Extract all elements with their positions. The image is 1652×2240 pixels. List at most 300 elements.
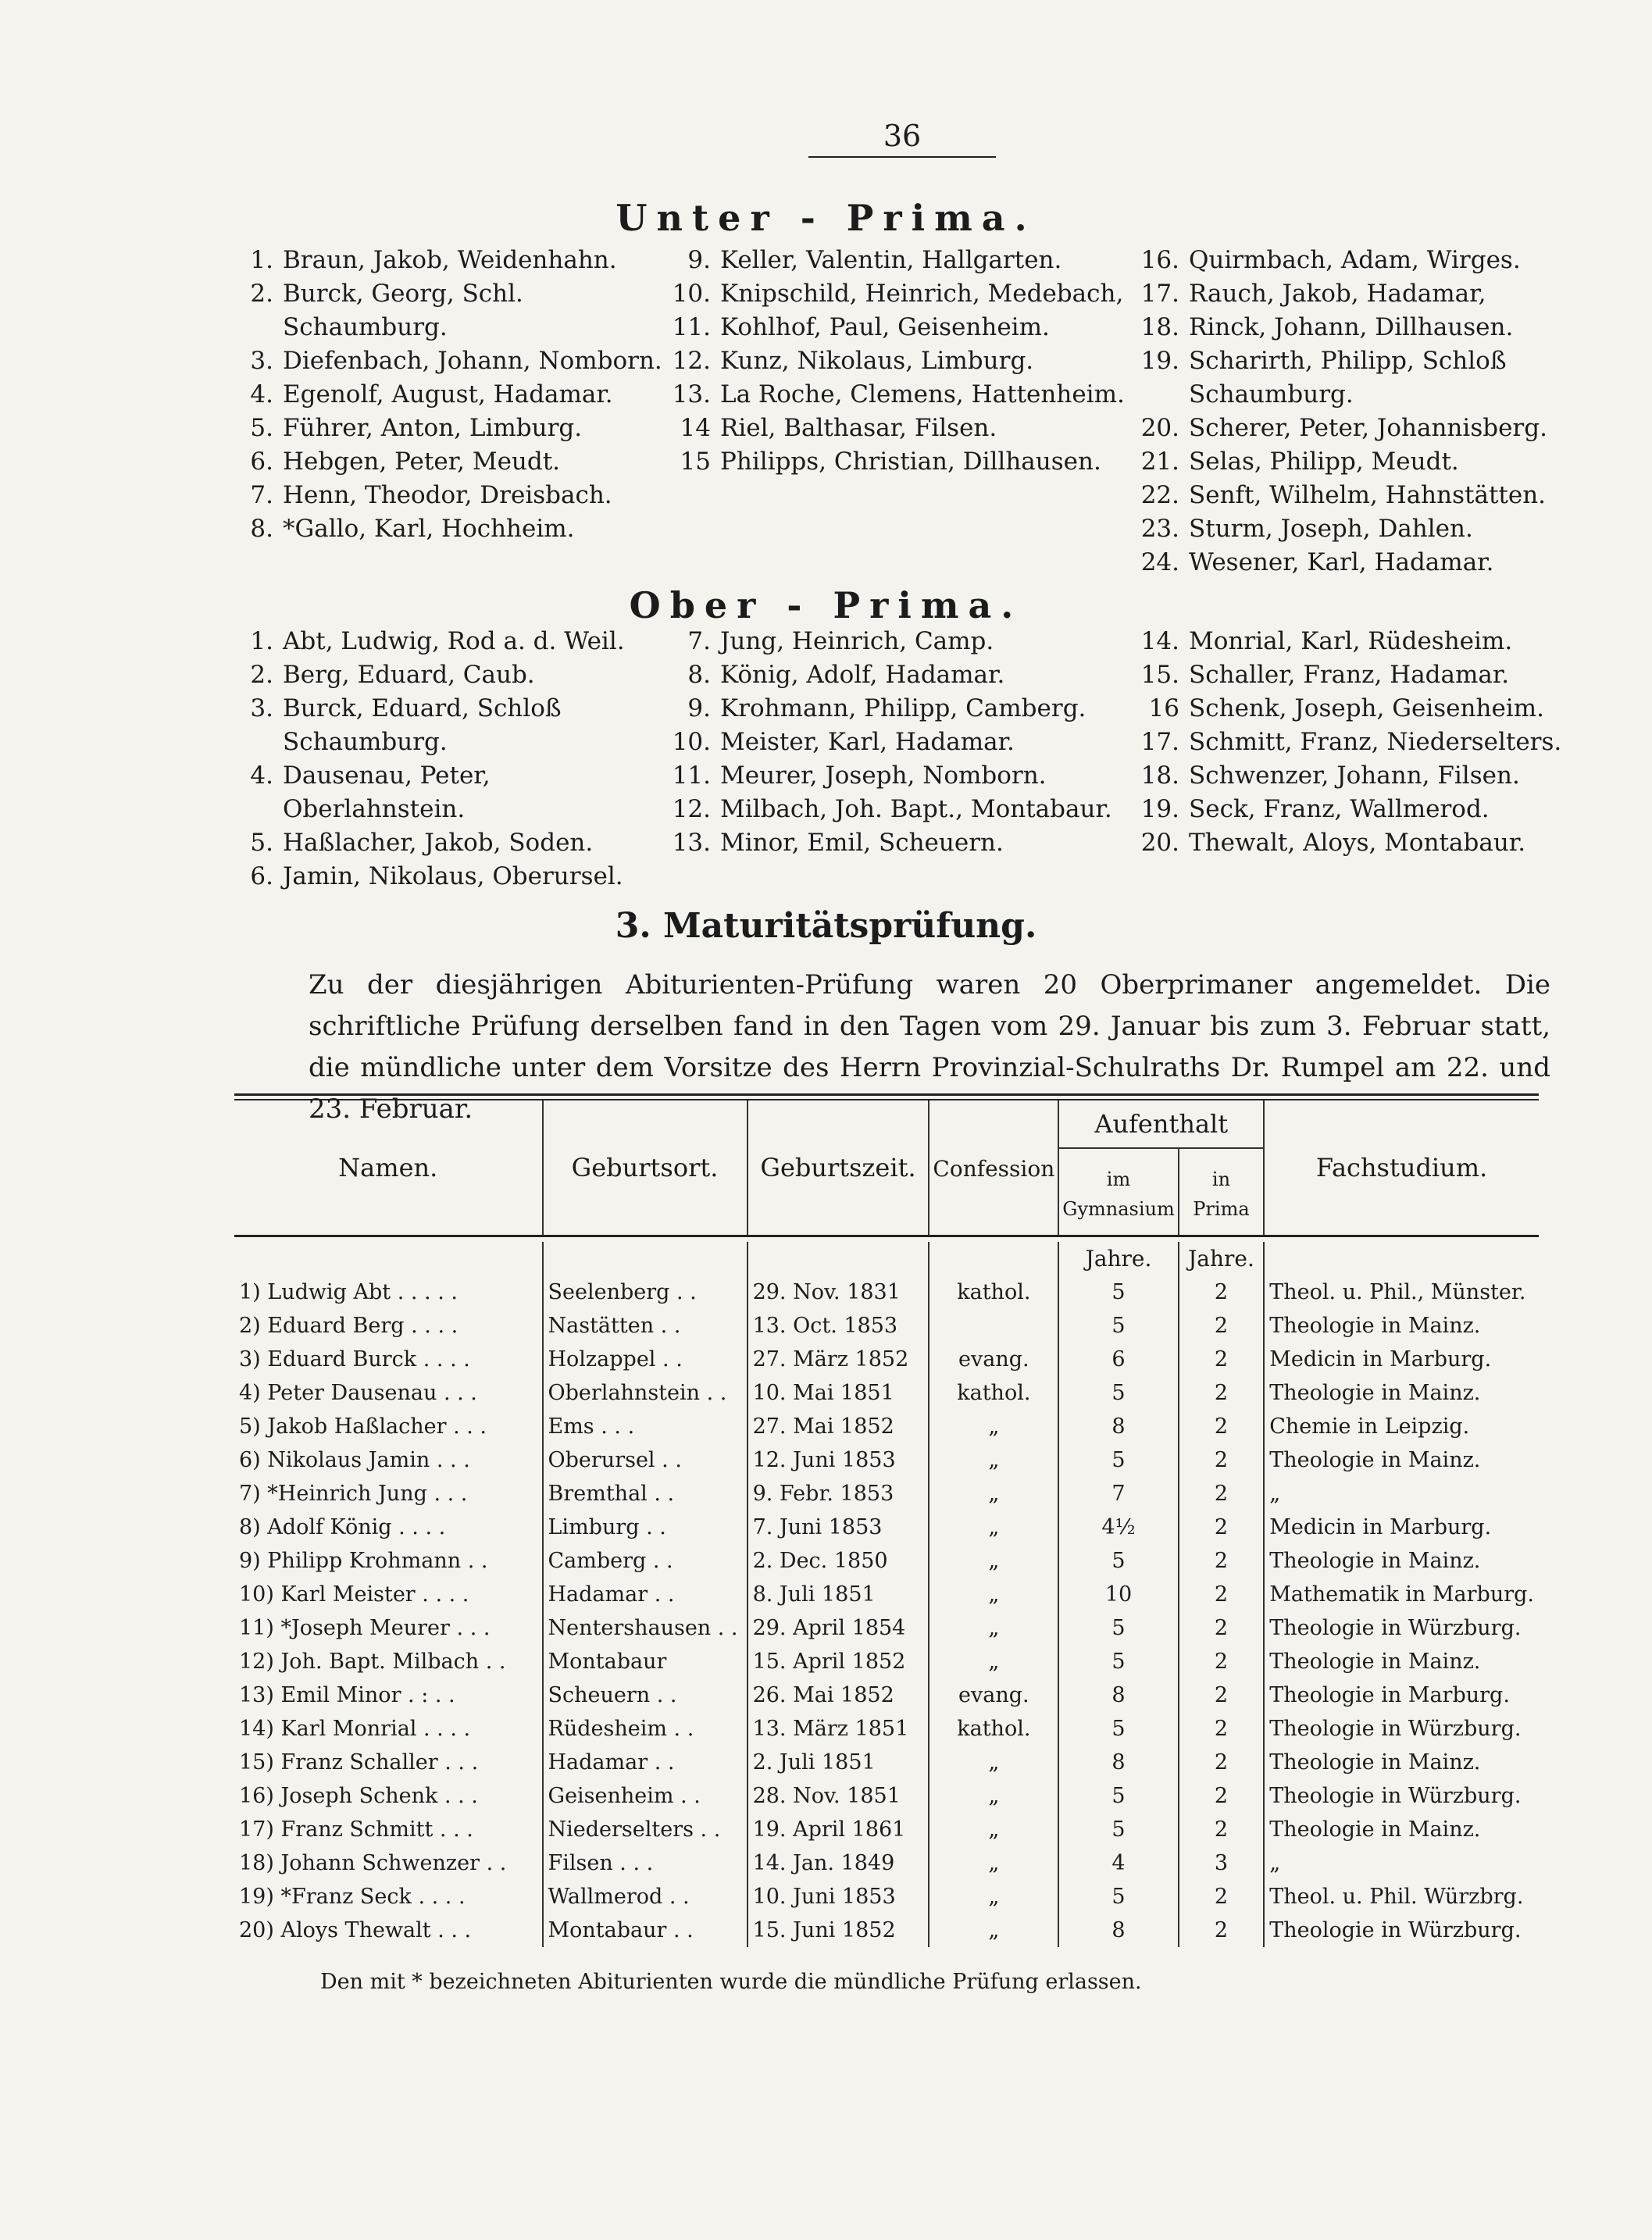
ober-prima-col2 [672, 625, 1140, 894]
header-stay: Aufenthalt [1058, 1100, 1264, 1148]
cell-study: Theol. u. Phil. Würzbrg. [1264, 1880, 1539, 1914]
list-item-number: 8. [250, 515, 273, 543]
list-item [234, 445, 672, 479]
cell-prima-years: 2 [1179, 1880, 1264, 1914]
list-item-number: 9. [687, 246, 711, 274]
cell-confession: „ [929, 1813, 1058, 1846]
abiturienten-table-wrap [234, 1093, 1539, 1947]
header-confession-label: Confession [933, 1156, 1055, 1182]
list-item [672, 692, 1140, 726]
list-item [234, 625, 672, 658]
list-item-text: Monrial, Karl, Rüdesheim. [1189, 627, 1513, 655]
cell-date: 10. Mai 1851 [748, 1376, 929, 1410]
cell-name: 1) Ludwig Abt . . . . . [239, 1280, 458, 1304]
ober-prima-list [234, 625, 1562, 894]
cell-name: 5) Jakob Haßlacher . . . [239, 1414, 487, 1439]
list-item-number: 2. [250, 661, 273, 689]
list-item [672, 793, 1140, 826]
cell-confession: kathol. [929, 1376, 1058, 1410]
list-item-text: Schenk, Joseph, Geisenheim. [1189, 694, 1544, 722]
list-item-text: Minor, Emil, Scheuern. [720, 829, 1004, 857]
list-item [1140, 546, 1562, 580]
cell-gym-years: 4 [1058, 1846, 1178, 1880]
cell-place: Hadamar . . [543, 1746, 748, 1779]
cell-gym-years: 6 [1058, 1343, 1178, 1376]
header-prima [1179, 1148, 1264, 1236]
list-item-text: Haßlacher, Jakob, Soden. [283, 829, 594, 857]
cell-prima-years: 2 [1179, 1611, 1264, 1645]
cell-gym-years: 5 [1058, 1779, 1178, 1813]
cell-prima-years: 2 [1179, 1645, 1264, 1678]
cell-date: 10. Juni 1853 [748, 1880, 929, 1914]
abiturienten-table [234, 1100, 1539, 1947]
cell-study: Medicin in Marburg. [1264, 1343, 1539, 1376]
list-item-number: 11. [672, 313, 711, 341]
cell-prima-years: 2 [1179, 1275, 1264, 1309]
list-item [234, 344, 672, 378]
table-row [234, 1914, 1539, 1947]
cell-place: Seelenberg . . [543, 1275, 748, 1309]
list-item-number: 22. [1140, 481, 1179, 509]
cell-study: Chemie in Leipzig. [1264, 1410, 1539, 1443]
table-row [234, 1880, 1539, 1914]
cell-study: „ [1264, 1477, 1539, 1511]
cell-place: Nentershausen . . [543, 1611, 748, 1645]
list-item-text: Krohmann, Philipp, Camberg. [720, 694, 1086, 722]
cell-name: 13) Emil Minor . : . . [239, 1683, 455, 1707]
cell-date: 27. Mai 1852 [748, 1410, 929, 1443]
cell-prima-years: 2 [1179, 1578, 1264, 1611]
list-item [672, 726, 1140, 759]
cell-date: 28. Nov. 1851 [748, 1779, 929, 1813]
unter-prima-col3 [1140, 244, 1562, 580]
list-item-number: 23. [1140, 515, 1179, 543]
cell-place: Nastätten . . [543, 1309, 748, 1343]
header-confession [929, 1100, 1058, 1236]
unit-empty [234, 1242, 543, 1275]
list-item-number: 13. [672, 380, 711, 408]
list-item-number: 21. [1140, 448, 1179, 476]
cell-name: 7) *Heinrich Jung . . . [239, 1482, 468, 1506]
list-item [1140, 692, 1562, 726]
list-item-text: Berg, Eduard, Caub. [283, 661, 535, 689]
cell-place: Limburg . . [543, 1511, 748, 1544]
cell-place: Geisenheim . . [543, 1779, 748, 1813]
list-item [1140, 658, 1562, 692]
cell-confession: „ [929, 1611, 1058, 1645]
cell-name: 17) Franz Schmitt . . . [239, 1817, 473, 1842]
list-item [672, 344, 1140, 378]
list-item [234, 826, 672, 860]
table-row [234, 1746, 1539, 1779]
list-item-number: 4. [250, 380, 273, 408]
list-item-text: Scherer, Peter, Johannisberg. [1189, 414, 1547, 442]
ober-prima-col3 [1140, 625, 1562, 894]
cell-study: Theologie in Mainz. [1264, 1376, 1539, 1410]
list-item [672, 625, 1140, 658]
list-item-number: 13. [672, 829, 711, 857]
table-row [234, 1477, 1539, 1511]
list-item-text: Selas, Philipp, Meudt. [1189, 448, 1459, 476]
cell-study: Theologie in Würzburg. [1264, 1779, 1539, 1813]
header-date: Geburtszeit. [748, 1100, 929, 1236]
list-item-text: Egenolf, August, Hadamar. [283, 380, 613, 408]
unit-prima: Jahre. [1179, 1242, 1264, 1275]
list-item-text: Kohlhof, Paul, Geisenheim. [720, 313, 1050, 341]
list-item-text: Schmitt, Franz, Niederselters. [1189, 728, 1562, 756]
list-item-number: 12. [672, 347, 711, 375]
list-item [672, 244, 1140, 277]
list-item [1140, 244, 1562, 277]
cell-confession: „ [929, 1477, 1058, 1511]
list-item-number: 7. [250, 481, 273, 509]
list-item-number: 16. [1140, 246, 1179, 274]
cell-study: Theologie in Mainz. [1264, 1813, 1539, 1846]
cell-confession: „ [929, 1511, 1058, 1544]
list-item-text: Hebgen, Peter, Meudt. [283, 448, 561, 476]
header-gym [1058, 1148, 1178, 1236]
cell-confession: „ [929, 1645, 1058, 1678]
list-item-number: 9. [687, 694, 711, 722]
list-item [234, 412, 672, 445]
cell-study: Theologie in Mainz. [1264, 1645, 1539, 1678]
unit-gym: Jahre. [1058, 1242, 1178, 1275]
cell-name: 10) Karl Meister . . . . [239, 1582, 469, 1607]
list-item-number: 1. [250, 627, 273, 655]
cell-place: Oberlahnstein . . [543, 1376, 748, 1410]
list-item-text: Braun, Jakob, Weidenhahn. [283, 246, 617, 274]
list-item-number: 3. [250, 694, 273, 722]
cell-name: 16) Joseph Schenk . . . [239, 1784, 478, 1808]
list-item-text: Schaller, Franz, Hadamar. [1189, 661, 1510, 689]
cell-study: Theologie in Mainz. [1264, 1746, 1539, 1779]
list-item-number: 15 [680, 448, 711, 476]
list-item [672, 826, 1140, 860]
cell-gym-years: 5 [1058, 1275, 1178, 1309]
list-item [672, 658, 1140, 692]
header-gym-label: im Gymnasium [1062, 1168, 1175, 1220]
table-row [234, 1544, 1539, 1578]
cell-study: Theologie in Würzburg. [1264, 1914, 1539, 1947]
cell-place: Hadamar . . [543, 1578, 748, 1611]
list-item-text: Knipschild, Heinrich, Medebach, [720, 280, 1124, 308]
table-row [234, 1309, 1539, 1343]
table-row [234, 1813, 1539, 1846]
list-item [1140, 344, 1562, 412]
list-item [1140, 726, 1562, 759]
table-row [234, 1846, 1539, 1880]
list-item-text: Quirmbach, Adam, Wirges. [1189, 246, 1521, 274]
list-item [234, 692, 672, 759]
list-item-text: König, Adolf, Hadamar. [720, 661, 1005, 689]
cell-date: 9. Febr. 1853 [748, 1477, 929, 1511]
list-item-number: 11. [672, 762, 711, 790]
cell-prima-years: 2 [1179, 1343, 1264, 1376]
list-item-number: 4. [250, 762, 273, 790]
list-item [1140, 826, 1562, 860]
list-item [1140, 412, 1562, 445]
cell-name: 6) Nikolaus Jamin . . . [239, 1448, 470, 1472]
cell-name: 20) Aloys Thewalt . . . [239, 1918, 472, 1942]
cell-confession: „ [929, 1578, 1058, 1611]
cell-place: Wallmerod . . [543, 1880, 748, 1914]
list-item-number: 6. [250, 448, 273, 476]
list-item [234, 860, 672, 894]
cell-study: Medicin in Marburg. [1264, 1511, 1539, 1544]
cell-prima-years: 2 [1179, 1443, 1264, 1477]
list-item-text: Meister, Karl, Hadamar. [720, 728, 1015, 756]
table-row [234, 1611, 1539, 1645]
header-prima-label: in Prima [1193, 1168, 1250, 1220]
cell-gym-years: 5 [1058, 1544, 1178, 1578]
list-item-number: 16 [1148, 694, 1179, 722]
cell-gym-years: 8 [1058, 1746, 1178, 1779]
table-row [234, 1645, 1539, 1678]
list-item [1140, 625, 1562, 658]
cell-prima-years: 2 [1179, 1813, 1264, 1846]
table-footnote: Den mit * bezeichneten Abiturienten wurde die mündliche Prüfung erlassen. [320, 1970, 1142, 1994]
cell-place: Niederselters . . [543, 1813, 748, 1846]
cell-place: Montabaur . . [543, 1914, 748, 1947]
cell-study: Theologie in Marburg. [1264, 1678, 1539, 1712]
list-item-text: Burck, Georg, Schl. Schaumburg. [283, 280, 523, 341]
list-item-text: Sturm, Joseph, Dahlen. [1189, 515, 1473, 543]
unit-empty [1264, 1242, 1539, 1275]
cell-confession: „ [929, 1880, 1058, 1914]
cell-confession: „ [929, 1779, 1058, 1813]
list-item-text: Meurer, Joseph, Nomborn. [720, 762, 1047, 790]
header-place: Geburtsort. [543, 1100, 748, 1236]
cell-gym-years: 5 [1058, 1880, 1178, 1914]
list-item-number: 19. [1140, 795, 1179, 823]
list-item [234, 277, 672, 344]
list-item-text: Kunz, Nikolaus, Limburg. [720, 347, 1034, 375]
cell-confession: „ [929, 1544, 1058, 1578]
cell-place: Camberg . . [543, 1544, 748, 1578]
cell-date: 2. Juli 1851 [748, 1746, 929, 1779]
unit-empty [929, 1242, 1058, 1275]
list-item [1140, 759, 1562, 793]
unit-empty [543, 1242, 748, 1275]
cell-date: 13. Oct. 1853 [748, 1309, 929, 1343]
cell-confession: kathol. [929, 1275, 1058, 1309]
list-item-number: 20. [1140, 829, 1179, 857]
table-body [234, 1242, 1539, 1947]
cell-prima-years: 2 [1179, 1712, 1264, 1746]
cell-prima-years: 2 [1179, 1746, 1264, 1779]
cell-prima-years: 2 [1179, 1477, 1264, 1511]
list-item [672, 311, 1140, 344]
cell-date: 27. März 1852 [748, 1343, 929, 1376]
header-name: Namen. [338, 1153, 438, 1182]
cell-place: Rüdesheim . . [543, 1712, 748, 1746]
list-item-number: 6. [250, 862, 273, 890]
header-study: Fachstudium. [1264, 1100, 1539, 1236]
table-row [234, 1376, 1539, 1410]
cell-name: 19) *Franz Seck . . . . [239, 1885, 466, 1909]
cell-name: 4) Peter Dausenau . . . [239, 1381, 477, 1405]
list-item-number: 20. [1140, 414, 1179, 442]
cell-name: 15) Franz Schaller . . . [239, 1750, 479, 1775]
cell-confession: evang. [929, 1343, 1058, 1376]
cell-place: Scheuern . . [543, 1678, 748, 1712]
list-item-text: Henn, Theodor, Dreisbach. [283, 481, 612, 509]
list-item [1140, 793, 1562, 826]
cell-confession: „ [929, 1746, 1058, 1779]
unter-prima-col1 [234, 244, 672, 580]
cell-study: Theologie in Würzburg. [1264, 1712, 1539, 1746]
list-item-text: *Gallo, Karl, Hochheim. [283, 515, 575, 543]
list-item-number: 10. [672, 728, 711, 756]
list-item-number: 5. [250, 829, 273, 857]
list-item [672, 445, 1140, 479]
cell-confession: evang. [929, 1678, 1058, 1712]
cell-study: Theologie in Würzburg. [1264, 1611, 1539, 1645]
cell-study: Theologie in Mainz. [1264, 1443, 1539, 1477]
list-item-number: 12. [672, 795, 711, 823]
list-item-number: 24. [1140, 548, 1179, 576]
cell-place: Holzappel . . [543, 1343, 748, 1376]
unit-empty [748, 1242, 929, 1275]
cell-prima-years: 2 [1179, 1309, 1264, 1343]
list-item [672, 378, 1140, 412]
list-item-number: 15. [1140, 661, 1179, 689]
cell-gym-years: 5 [1058, 1309, 1178, 1343]
cell-prima-years: 2 [1179, 1779, 1264, 1813]
cell-name: 3) Eduard Burck . . . . [239, 1347, 470, 1371]
list-item [234, 479, 672, 512]
list-item [234, 759, 672, 826]
list-item-number: 19. [1140, 347, 1179, 375]
list-item-text: Abt, Ludwig, Rod a. d. Weil. [283, 627, 625, 655]
list-item-text: Wesener, Karl, Hadamar. [1189, 548, 1494, 576]
cell-confession: kathol. [929, 1712, 1058, 1746]
cell-gym-years: 5 [1058, 1645, 1178, 1678]
cell-prima-years: 2 [1179, 1914, 1264, 1947]
table-row [234, 1578, 1539, 1611]
cell-study: Theologie in Mainz. [1264, 1544, 1539, 1578]
ober-prima-col1 [234, 625, 672, 894]
cell-place: Bremthal . . [543, 1477, 748, 1511]
list-item [234, 244, 672, 277]
cell-prima-years: 2 [1179, 1376, 1264, 1410]
cell-date: 8. Juli 1851 [748, 1578, 929, 1611]
cell-gym-years: 8 [1058, 1914, 1178, 1947]
list-item [1140, 311, 1562, 344]
cell-prima-years: 2 [1179, 1511, 1264, 1544]
cell-date: 19. April 1861 [748, 1813, 929, 1846]
list-item-text: Senft, Wilhelm, Hahnstätten. [1189, 481, 1547, 509]
cell-date: 29. Nov. 1831 [748, 1275, 929, 1309]
cell-gym-years: 5 [1058, 1712, 1178, 1746]
cell-gym-years: 5 [1058, 1611, 1178, 1645]
unter-prima-col2 [672, 244, 1140, 580]
list-item [234, 512, 672, 546]
cell-date: 29. April 1854 [748, 1611, 929, 1645]
cell-prima-years: 2 [1179, 1410, 1264, 1443]
list-item-number: 18. [1140, 313, 1179, 341]
unit-row [234, 1242, 1539, 1275]
cell-gym-years: 7 [1058, 1477, 1178, 1511]
cell-place: Oberursel . . [543, 1443, 748, 1477]
ober-prima-heading: Ober - Prima. [629, 584, 1023, 626]
cell-gym-years: 8 [1058, 1678, 1178, 1712]
cell-gym-years: 5 [1058, 1443, 1178, 1477]
list-item-number: 17. [1140, 280, 1179, 308]
table-row [234, 1410, 1539, 1443]
page-number-rule [808, 156, 996, 158]
cell-study: Theologie in Mainz. [1264, 1309, 1539, 1343]
list-item [672, 412, 1140, 445]
cell-gym-years: 5 [1058, 1376, 1178, 1410]
list-item-number: 18. [1140, 762, 1179, 790]
list-item-number: 2. [250, 280, 273, 308]
list-item-number: 10. [672, 280, 711, 308]
unter-prima-heading: Unter - Prima. [615, 197, 1037, 239]
list-item-text: Riel, Balthasar, Filsen. [720, 414, 997, 442]
list-item-text: Dausenau, Peter, Oberlahnstein. [283, 762, 491, 823]
list-item-number: 5. [250, 414, 273, 442]
cell-place: Montabaur [543, 1645, 748, 1678]
cell-study: „ [1264, 1846, 1539, 1880]
table-top-rule [234, 1093, 1539, 1100]
list-item-text: La Roche, Clemens, Hattenheim. [720, 380, 1125, 408]
list-item [234, 378, 672, 412]
list-item [1140, 445, 1562, 479]
cell-place: Filsen . . . [543, 1846, 748, 1880]
cell-prima-years: 3 [1179, 1846, 1264, 1880]
cell-name: 11) *Joseph Meurer . . . [239, 1616, 491, 1640]
cell-name: 8) Adolf König . . . . [239, 1515, 446, 1539]
list-item-text: Jamin, Nikolaus, Oberursel. [283, 862, 623, 890]
list-item-number: 14 [680, 414, 711, 442]
list-item-text: Führer, Anton, Limburg. [283, 414, 583, 442]
cell-date: 7. Juni 1853 [748, 1511, 929, 1544]
list-item-text: Philipps, Christian, Dillhausen. [720, 448, 1101, 476]
list-item-text: Keller, Valentin, Hallgarten. [720, 246, 1062, 274]
cell-confession: „ [929, 1443, 1058, 1477]
table-row [234, 1275, 1539, 1309]
table-row [234, 1511, 1539, 1544]
cell-date: 14. Jan. 1849 [748, 1846, 929, 1880]
table-row [234, 1712, 1539, 1746]
list-item-number: 7. [687, 627, 711, 655]
cell-date: 2. Dec. 1850 [748, 1544, 929, 1578]
cell-date: 15. April 1852 [748, 1645, 929, 1678]
header-bottom-rule [234, 1236, 1539, 1243]
table-row [234, 1443, 1539, 1477]
cell-gym-years: 5 [1058, 1813, 1178, 1846]
list-item-text: Burck, Eduard, Schloß Schaumburg. [283, 694, 562, 756]
cell-confession: „ [929, 1914, 1058, 1947]
cell-name: 12) Joh. Bapt. Milbach . . [239, 1650, 506, 1674]
cell-name: 18) Johann Schwenzer . . [239, 1851, 507, 1875]
list-item [672, 759, 1140, 793]
list-item-text: Jung, Heinrich, Camp. [720, 627, 994, 655]
cell-prima-years: 2 [1179, 1544, 1264, 1578]
list-item-text: Rinck, Johann, Dillhausen. [1189, 313, 1514, 341]
cell-study: Mathematik in Marburg. [1264, 1578, 1539, 1611]
maturity-title: 3. Maturitätsprüfung. [615, 906, 1037, 946]
list-item-text: Thewalt, Aloys, Montabaur. [1189, 829, 1526, 857]
cell-confession: „ [929, 1410, 1058, 1443]
cell-date: 15. Juni 1852 [748, 1914, 929, 1947]
list-item-text: Diefenbach, Johann, Nomborn. [283, 347, 662, 375]
cell-study: Theol. u. Phil., Münster. [1264, 1275, 1539, 1309]
list-item-number: 14. [1140, 627, 1179, 655]
cell-name: 9) Philipp Krohmann . . [239, 1549, 488, 1573]
table-row [234, 1343, 1539, 1376]
